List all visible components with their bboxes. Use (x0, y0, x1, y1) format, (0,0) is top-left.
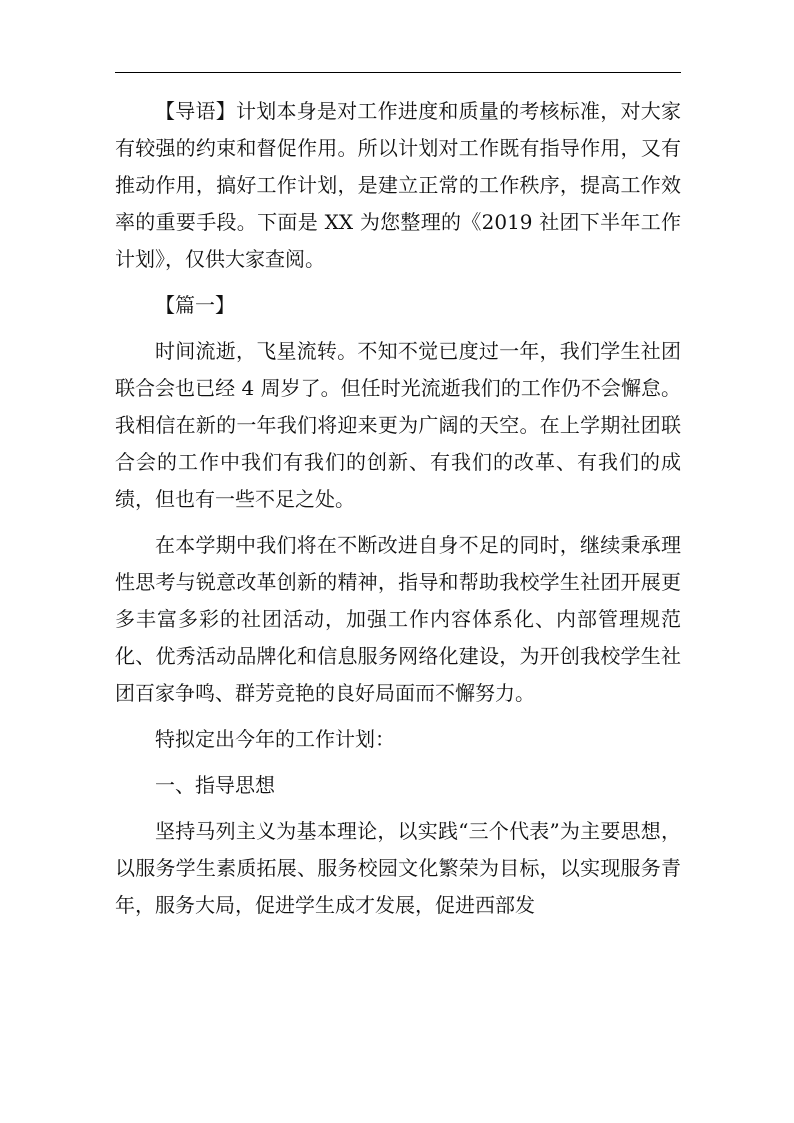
intro-paragraph: 【导语】计划本身是对工作进度和质量的考核标准，对大家有较强的约束和督促作用。所以计划对工作既有指导作用，又有推动作用，搞好工作计划，是建立正常的工作秩序，提高工作效率的重要手段。下面是 XX 为您整理的《2019 社团下半年工作计划》，仅供大家查阅。 (115, 99, 681, 271)
section-heading-part-one: 【篇一】 (155, 293, 235, 317)
body-paragraph-2: 在本学期中我们将在不断改进自身不足的同时，继续秉承理性思考与锐意改革创新的精神，指导和帮助我校学生社团开展更多丰富多彩的社团活动，加强工作内容体系化、内部管理规范化、优秀活动品牌化和信息服务网络化建设，为开创我校学生社团百家争鸣、群芳竞艳的良好局面而不懈努力。 (115, 533, 681, 705)
body-paragraph-1: 时间流逝，飞星流转。不知不觉已度过一年，我们学生社团联合会也已经 4 周岁了。但任时光流逝我们的工作仍不会懈怠。我相信在新的一年我们将迎来更为广阔的天空。在上学期社团联合会的工作中我们有我们的创新、有我们的改革、有我们的成绩，但也有一些不足之处。 (115, 339, 681, 511)
section-heading-guiding-ideology: 一、指导思想 (155, 773, 275, 797)
body-paragraph-3: 坚持马列主义为基本理论，以实践“三个代表”为主要思想，以服务学生素质拓展、服务校园文化繁荣为目标，以实现服务青年，服务大局，促进学生成才发展，促进西部发 (115, 819, 681, 917)
header-rule (115, 72, 681, 73)
document-body (115, 93, 681, 933)
plan-intro-line: 特拟定出今年的工作计划： (155, 727, 395, 751)
